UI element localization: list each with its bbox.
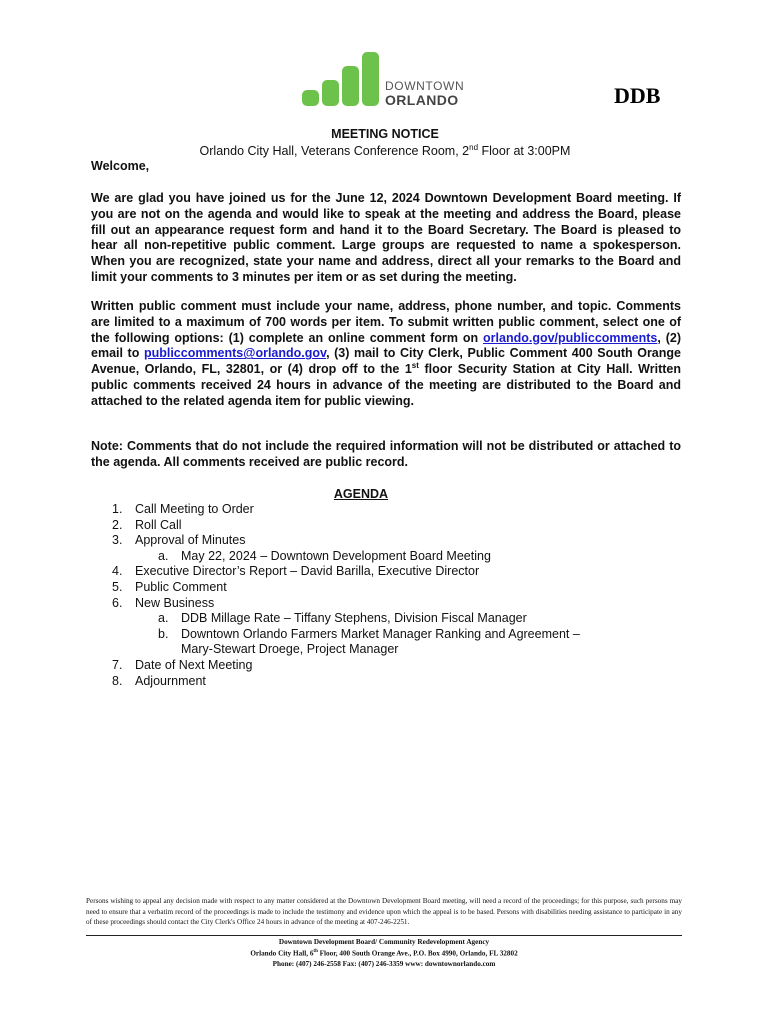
agenda-item: 7. Date of Next Meeting: [112, 657, 253, 672]
meeting-notice-title: MEETING NOTICE: [331, 127, 439, 141]
written-comment-paragraph: Written public comment must include your name, address, phone number, and topic. Comments are limited to a maximum of 700 words per item. To submit written public comment, select one of the following options: (1) complete an online comment form on orlando.gov/publiccomments, (2) email to publiccomments@orlando.gov, (3) mail to City Clerk, Public Comment 400 South Orange Avenue, Orlando, FL, 32801, or (4) drop off to the 1st floor Security Station at City Hall. Written public comments received 24 hours in advance of the meeting are distributed to the Board and attached to the related agenda item for public viewing.: [91, 299, 681, 408]
appeal-disclaimer: Persons wishing to appeal any decision made with respect to any matter considered at the Downtown Development Board meeting, will need a record of the proceedings; for this purpose, such persons may need to ensure that a verbatim record of the proceedings is made to include the testimony and evidence upon which the appeal is to be based. Persons with disabilities needing assistance to participate in any of these proceedings should contact the City Clerk's Office 24 hours in advance of the meeting at 407-246-2251.: [86, 897, 682, 926]
footer-divider: [86, 935, 682, 936]
agenda-subitem: a. DDB Millage Rate – Tiffany Stephens, Division Fiscal Manager: [158, 611, 527, 626]
agenda-item: 1. Call Meeting to Order: [112, 502, 254, 516]
agenda-item: 4. Executive Director’s Report – David Barilla, Executive Director: [112, 564, 480, 579]
public-comments-email-link[interactable]: publiccomments@orlando.gov: [143, 346, 327, 361]
agenda-subitem: b. Downtown Orlando Farmers Market Manager Ranking and Agreement –: [158, 626, 580, 641]
meeting-location: Orlando City Hall, Veterans Conference Room, 2nd Floor at 3:00PM: [199, 143, 571, 159]
agenda-subitem: a. May 22, 2024 – Downtown Development Board Meeting: [158, 548, 491, 563]
logo-text-downtown: DOWNTOWN: [385, 79, 465, 93]
public-comments-form-link[interactable]: orlando.gov/publiccomments: [483, 330, 658, 345]
agenda-item: 6. New Business: [112, 595, 215, 610]
downtown-orlando-logo: [302, 52, 472, 108]
footer-address: Orlando City Hall, 6th Floor, 400 South Orange Ave., P.O. Box 4990, Orlando, FL 32802: [250, 949, 518, 958]
welcome-text: Welcome,: [91, 159, 150, 173]
note-paragraph: Note: Comments that do not include the required information will not be distributed or attached to the agenda. All comments received are public record.: [91, 439, 681, 469]
agenda-item: 2. Roll Call: [112, 517, 182, 532]
logo-text-orlando: ORLANDO: [385, 92, 459, 108]
footer-contact: Phone: (407) 246-2558 Fax: (407) 246-3359 www: downtownorlando.com: [272, 960, 496, 968]
agenda-item: 5. Public Comment: [112, 579, 227, 594]
footer-organization: Downtown Development Board/ Community Redevelopment Agency: [278, 938, 490, 946]
agenda-list: [112, 502, 580, 689]
ddb-badge: DDB: [614, 83, 661, 108]
agenda-item: 3. Approval of Minutes: [112, 533, 246, 548]
intro-paragraph: We are glad you have joined us for the June 12, 2024 Downtown Development Board meeting. If you are not on the agenda and would like to speak at the meeting and address the Board, please fill out an appearance request form and hand it to the Board Secretary. The Board is pleased to hear all non-repetitive public comment. Large groups are requested to name a spokesperson. When you are recognized, state your name and address, direct all your remarks to the Board and limit your comments to 3 minutes per item or as set during the meeting.: [91, 191, 681, 284]
agenda-subitem-continuation: Mary-Stewart Droege, Project Manager: [181, 642, 399, 657]
agenda-title: AGENDA: [333, 487, 389, 501]
agenda-item: 8. Adjournment: [112, 673, 206, 688]
logo-bars-icon: [302, 52, 382, 106]
